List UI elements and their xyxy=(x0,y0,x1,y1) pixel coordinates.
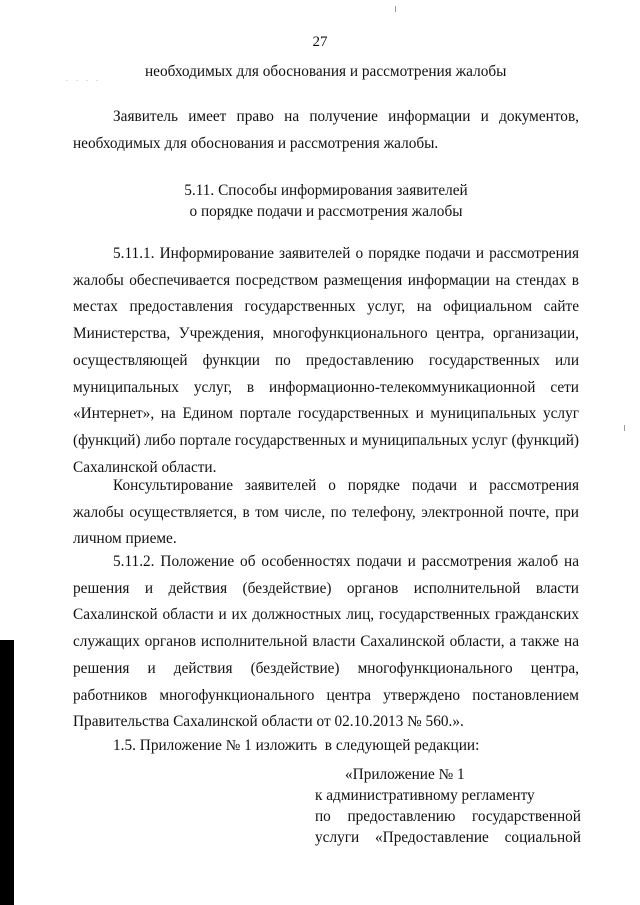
text-line: решения и действия (бездействие) органов исполнительной власти xyxy=(73,579,579,597)
section-heading xyxy=(73,180,579,222)
scan-page-edge xyxy=(0,640,14,905)
text-line: Правительства Сахалинской области от 02.10.2013 № 560.». xyxy=(73,713,464,731)
text-line: местах предоставления государственных услуг, на официальном сайте xyxy=(73,298,579,316)
text-line: Консультирование заявителей о порядке подачи и рассмотрения xyxy=(113,477,579,494)
heading-line: 5.11. Способы информирования заявителей xyxy=(184,182,468,199)
scan-artifact-mark xyxy=(624,425,625,431)
paragraph-5-11-1 xyxy=(73,241,579,481)
scan-artifact-mark xyxy=(395,6,396,12)
text-line: жалобы обеспечивается посредством размещения информации на стендах в xyxy=(73,271,579,289)
paragraph-5-11-2 xyxy=(73,549,579,736)
text-line: «Интернет», на Едином портале государственных и муниципальных услуг xyxy=(73,405,579,423)
top-fragment xyxy=(73,59,579,86)
text-line: муниципальных услуг, в информационно-телекоммуникационной сети xyxy=(73,378,579,396)
text-line: необходимых для обоснования и рассмотрения жалобы. xyxy=(73,134,439,152)
text-line: (функций) либо портале государственных и муниципальных услуг (функций) xyxy=(73,431,579,449)
text-line: Министерства, Учреждения, многофункционального центра, организации, xyxy=(73,325,579,343)
text-line: Сахалинской области и их должностных лиц, государственных гражданских xyxy=(73,606,579,624)
text-line: работников многофункционального центра утверждено постановлением xyxy=(73,686,579,704)
text-line: 5.11.1. Информирование заявителей о порядке подачи и рассмотрения xyxy=(113,245,579,262)
paragraph-1-5 xyxy=(73,733,579,760)
annex-line: по предоставлению государственной xyxy=(315,808,581,825)
annex-line: «Приложение № 1 xyxy=(345,766,465,783)
annex-line: услуги «Предоставление социальной xyxy=(315,829,581,846)
text-line: 1.5. Приложение № 1 изложить в следующей редакции: xyxy=(113,737,480,754)
heading-line: о порядке подачи и рассмотрения жалобы xyxy=(189,203,463,220)
scan-artifact-dots: . . . . xyxy=(66,74,101,83)
page-number: 27 xyxy=(312,34,328,50)
text-line: осуществляющей функции по предоставлению государственных или xyxy=(73,351,579,369)
text-line: решения и действия (бездействие) многофункционального центра, xyxy=(73,659,579,677)
text-line: Заявитель имеет право на получение информации и документов, xyxy=(113,108,579,125)
text-line: Сахалинской области. xyxy=(73,458,217,476)
annex-line: к административному регламенту xyxy=(315,787,535,804)
annex-header-block xyxy=(315,764,581,848)
text-line: необходимых для обоснования и рассмотрения жалобы xyxy=(145,63,507,80)
paragraph-consultation xyxy=(73,473,579,553)
paragraph-rights xyxy=(73,104,579,157)
text-line: 5.11.2. Положение об особенностях подачи и рассмотрения жалоб на xyxy=(113,553,579,570)
text-line: служащих органов исполнительной власти Сахалинской области, а также на xyxy=(73,633,579,651)
text-line: жалобы осуществляется, в том числе, по телефону, электронной почте, при xyxy=(73,503,579,521)
text-line: личном приеме. xyxy=(73,530,177,548)
